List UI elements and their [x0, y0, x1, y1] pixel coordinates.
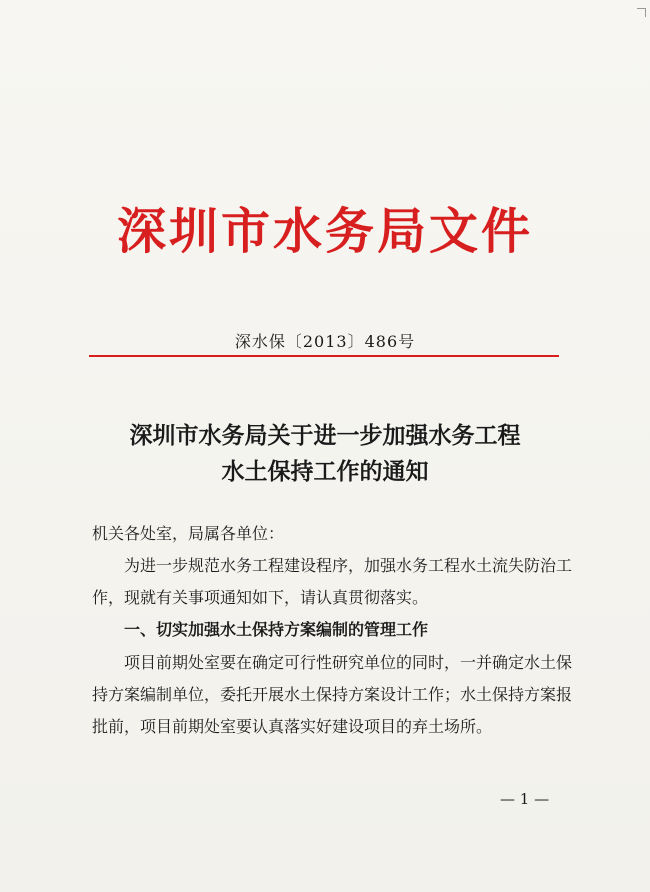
document-number: 深水保〔2013〕486号 — [234, 332, 416, 351]
registration-mark — [637, 8, 646, 17]
agency-header-title: 深圳市水务局文件 — [116, 203, 533, 260]
intro-paragraph: 为进一步规范水务工程建设程序，加强水务工程水土流失防治工作，现就有关事项通知如下，请认真贯彻落实。 — [92, 556, 573, 607]
section-1-paragraph: 项目前期处室要在确定可行性研究单位的同时，一并确定水土保持方案编制单位，委托开展水土保持方案设计工作；水土保持方案报批前，项目前期处室要认真落实好建设项目的弃土场所。 — [92, 653, 573, 736]
notice-title-line-1: 深圳市水务局关于进一步加强水务工程 — [129, 423, 521, 449]
red-divider-line — [89, 355, 559, 357]
addressee: 机关各处室，局属各单位： — [92, 524, 285, 543]
page-number: — 1 — — [500, 790, 550, 808]
notice-title-line-2: 水土保持工作的通知 — [221, 459, 429, 485]
section-1-heading: 一、切实加强水土保持方案编制的管理工作 — [124, 620, 429, 639]
notice-title — [0, 418, 650, 490]
